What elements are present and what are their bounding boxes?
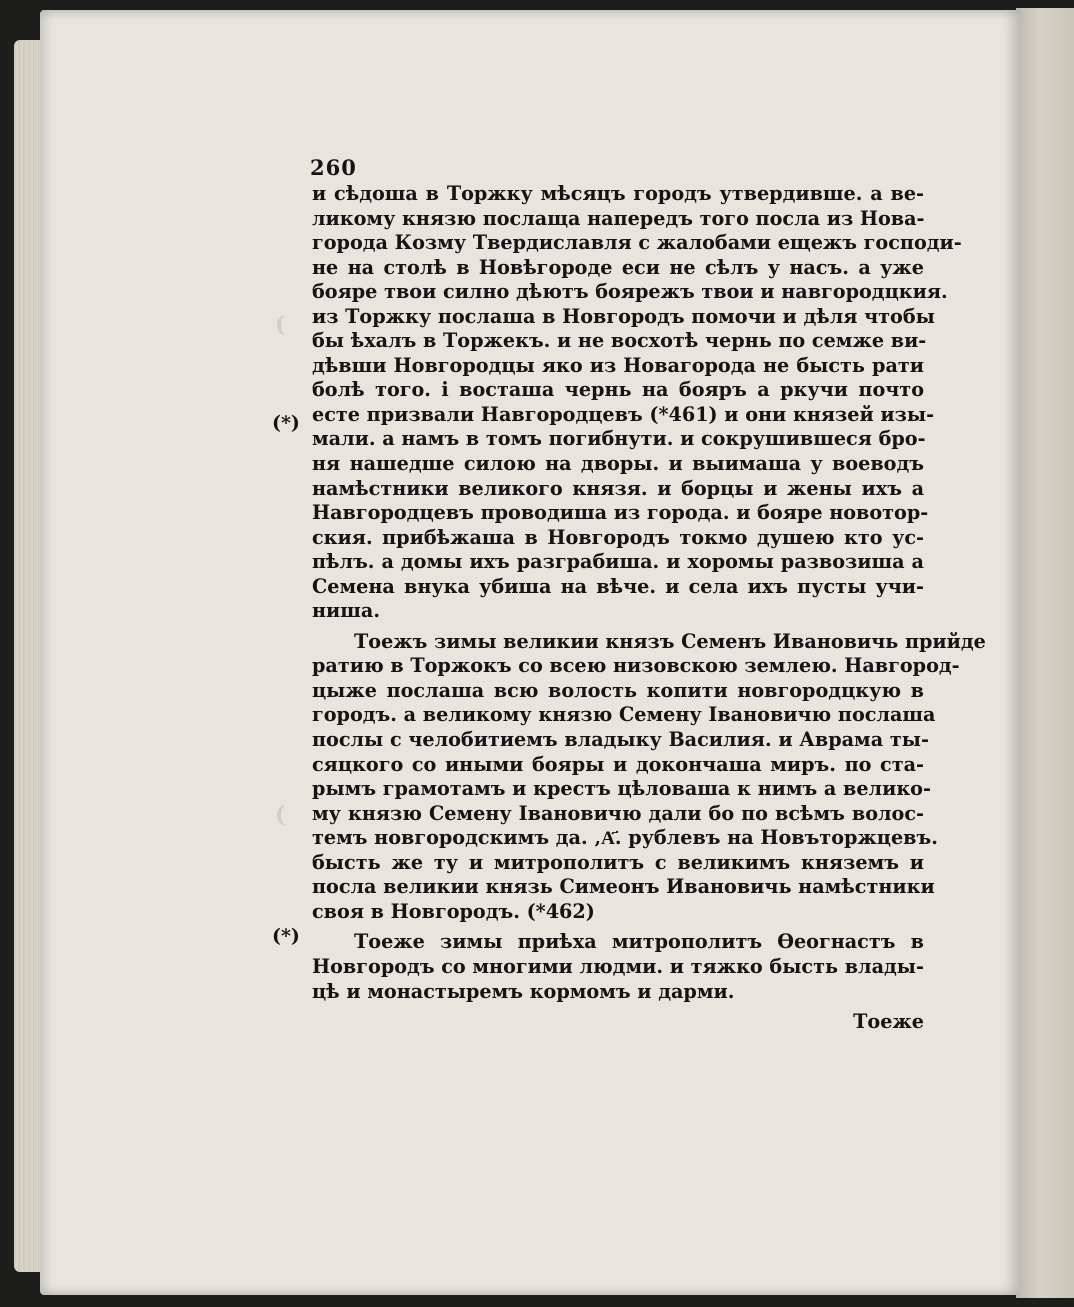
text-line: города Козму Твердиславля с жалобами ещежъ господи-	[312, 231, 962, 255]
footnote-marker-461: (*)	[272, 412, 300, 434]
text-line: мали. а намъ в томъ погибнути. и сокрушившеся бро-	[312, 427, 926, 451]
paragraph	[312, 629, 986, 925]
text-line: есте призвали Навгородцевъ (*461) и они князей изы-	[312, 402, 935, 426]
footnote-marker-462: (*)	[272, 925, 300, 947]
text-line: ниша.	[312, 599, 381, 623]
paragraph	[312, 930, 924, 1004]
text-line: Тоежъ зимы великии князъ Семенъ Ивановичь прийде	[354, 629, 986, 653]
text-line: Навгородцевъ проводиша из города. и бояре новотор-	[312, 501, 929, 525]
text-line: бысть же ту и митрополитъ с великимъ княземъ и	[312, 850, 924, 874]
text-line: Новгородъ со многими людми. и тяжко бысть влады-	[312, 954, 924, 978]
catchword: Тоеже	[853, 1010, 924, 1034]
text-line: болѣ того. і восташа чернь на бояръ а ркучи почто	[312, 378, 924, 402]
text-line: ратию в Торжокъ со всею низовскою землею. Навгород-	[312, 654, 960, 678]
text-line: из Торжку послаша в Новгородъ помочи и дѣля чтобы	[312, 304, 935, 328]
text-line: цыже послаша всю волость копити новгородцкую в	[312, 678, 924, 702]
text-line: Семена внука убиша на вѣче. и села ихъ пусты учи-	[312, 574, 924, 598]
text-line: му князю Семену Івановичю дали бо по всѣмъ волос-	[312, 801, 924, 825]
facing-page-edge	[1016, 8, 1074, 1298]
text-line: рымъ грамотамъ и крестъ цѣловаша к нимъ а велико-	[312, 777, 931, 801]
text-line: бы ѣхалъ в Торжекъ. и не восхотѣ чернь по семже ви-	[312, 329, 927, 353]
text-line: и сѣдоша в Торжку мѣсяцъ городъ утвердивше. а ве-	[312, 182, 924, 205]
text-line: городъ. а великому князю Семену Івановичю послаша	[312, 703, 936, 727]
text-line: посла великии князь Симеонъ Ивановичь намѣстники	[312, 875, 935, 899]
text-line: пѣлъ. а домы ихъ разграбиша. и хоромы развозиша а	[312, 550, 924, 574]
paragraph	[312, 182, 962, 624]
text-line: послы с челобитиемъ владыку Василия. и Аврама ты-	[312, 728, 929, 752]
text-line: не на столѣ в Новѣгороде еси не сѣлъ у насъ. а уже	[312, 255, 924, 279]
text-line: темъ новгородскимъ да. ‚А҃. рублевъ на Новъторжцевъ.	[312, 826, 938, 850]
text-line: ня нашедше силою на дворы. и выимаша у воеводъ	[312, 452, 924, 476]
text-line: цѣ и монастыремъ кормомъ и дарми.	[312, 979, 735, 1003]
page-number: 260	[310, 155, 357, 180]
bleed-through-mark: (	[275, 802, 286, 828]
text-line: ликому князю послаща напередъ того посла из Нова-	[312, 206, 925, 230]
text-line: своя в Новгородъ. (*462)	[312, 899, 595, 923]
text-line: Тоеже зимы приѣха митрополитъ Ѳеогнастъ в	[354, 930, 924, 954]
text-line: бояре твои силно дѣютъ боярежъ твои и навгородцкия.	[312, 280, 948, 304]
text-line: дѣвши Новгородцы яко из Новагорода не бысть рати	[312, 353, 924, 377]
text-line: сяцкого со иными бояры и докончаша миръ. по ста-	[312, 752, 924, 776]
main-text	[312, 182, 986, 1035]
text-line: ския. прибѣжаша в Новгородъ токмо душею кто ус-	[312, 525, 924, 549]
text-line: намѣстники великого князя. и борцы и жены ихъ а	[312, 476, 924, 500]
bleed-through-mark: (	[275, 312, 286, 338]
